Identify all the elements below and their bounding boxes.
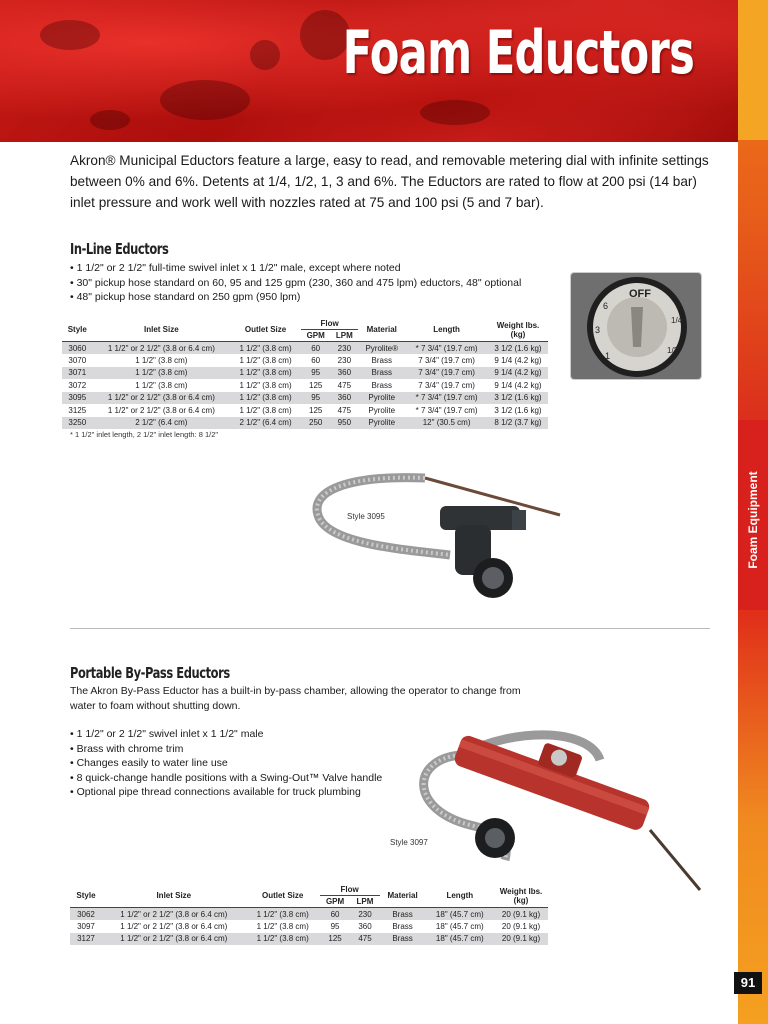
table-cell: * 7 3/4" (19.7 cm) <box>405 404 488 417</box>
list-item: • 1 1/2" or 2 1/2" full-time swivel inlet x 1 1/2" male, except where noted <box>70 261 521 276</box>
table-header: Material <box>358 318 405 342</box>
table-cell: 3060 <box>62 342 93 355</box>
table-cell: 1 1/2" (3.8 cm) <box>93 379 231 392</box>
table-header: Weight lbs. (kg) <box>494 884 548 908</box>
table-cell: 3 1/2 (1.6 kg) <box>488 404 548 417</box>
table-cell: 1 1/2" (3.8 cm) <box>230 354 301 367</box>
table-header: Style <box>62 318 93 342</box>
table-row <box>70 908 548 921</box>
inline-heading: In-Line Eductors <box>70 240 169 258</box>
table-cell: 3062 <box>70 908 102 921</box>
dial-mark: 1 <box>605 351 611 361</box>
section-tab-label: Foam Equipment <box>746 471 760 569</box>
list-item: • Brass with chrome trim <box>70 742 382 757</box>
table-cell: 2 1/2" (6.4 cm) <box>230 417 301 430</box>
inline-bullets <box>70 261 521 305</box>
dial-mark: 3 <box>595 325 601 335</box>
table-cell: 1 1/2" or 2 1/2" (3.8 or 6.4 cm) <box>102 933 246 946</box>
table-cell: 360 <box>330 367 358 380</box>
bypass-heading: Portable By-Pass Eductors <box>70 664 230 682</box>
table-cell: 1 1/2" (3.8 cm) <box>230 367 301 380</box>
table-cell: 9 1/4 (4.2 kg) <box>488 367 548 380</box>
bypass-paragraph: The Akron By-Pass Eductor has a built-in by-pass chamber, allowing the operator to change from water to foam without shutting down. <box>70 685 521 712</box>
table-header: Outlet Size <box>246 884 320 908</box>
table-cell: Brass <box>380 933 426 946</box>
table-cell: 360 <box>350 920 379 933</box>
bypass-spec-table <box>70 884 548 945</box>
table-cell: 475 <box>350 933 379 946</box>
table-cell: 2 1/2" (6.4 cm) <box>93 417 231 430</box>
table-cell: 1 1/2" (3.8 cm) <box>230 392 301 405</box>
table-cell: 1 1/2" (3.8 cm) <box>230 379 301 392</box>
table-cell: 18" (45.7 cm) <box>426 920 494 933</box>
table-cell: 9 1/4 (4.2 kg) <box>488 354 548 367</box>
table-header: GPM <box>320 896 351 908</box>
table-cell: 18" (45.7 cm) <box>426 908 494 921</box>
table-cell: 250 <box>301 417 330 430</box>
table-cell: Pyrolite <box>358 404 405 417</box>
table-cell: 7 3/4" (19.7 cm) <box>405 367 488 380</box>
table-header: Inlet Size <box>102 884 246 908</box>
list-item: • 48" pickup hose standard on 250 gpm (950 lpm) <box>70 290 521 305</box>
page-number: 91 <box>734 972 762 994</box>
inline-eductor-image <box>290 470 570 600</box>
table-cell: 3070 <box>62 354 93 367</box>
table-cell: 9 1/4 (4.2 kg) <box>488 379 548 392</box>
table-header: Style <box>70 884 102 908</box>
table-cell: 3 1/2 (1.6 kg) <box>488 342 548 355</box>
table-footnote: * 1 1/2" inlet length, 2 1/2" inlet length: 8 1/2" <box>70 430 219 439</box>
table-cell: 20 (9.1 kg) <box>494 920 548 933</box>
table-row <box>62 404 548 417</box>
table-cell: 1 1/2" (3.8 cm) <box>93 354 231 367</box>
table-cell: Brass <box>380 908 426 921</box>
list-item: • 1 1/2" or 2 1/2" swivel inlet x 1 1/2" male <box>70 727 382 742</box>
table-row <box>62 354 548 367</box>
table-cell: 1 1/2" (3.8 cm) <box>246 920 320 933</box>
dial-mark: 1/2 <box>667 346 679 355</box>
table-cell: 60 <box>301 354 330 367</box>
table-cell: 3127 <box>70 933 102 946</box>
table-header: Inlet Size <box>93 318 231 342</box>
table-cell: 1 1/2" (3.8 cm) <box>246 908 320 921</box>
table-header: Flow <box>320 884 380 896</box>
table-cell: 1 1/2" or 2 1/2" (3.8 or 6.4 cm) <box>93 392 231 405</box>
table-cell: 230 <box>330 354 358 367</box>
table-cell: 1 1/2" (3.8 cm) <box>230 342 301 355</box>
table-row <box>62 367 548 380</box>
table-cell: 3071 <box>62 367 93 380</box>
table-cell: 7 3/4" (19.7 cm) <box>405 379 488 392</box>
table-cell: 360 <box>330 392 358 405</box>
table-cell: 475 <box>330 379 358 392</box>
table-cell: Pyrolite® <box>358 342 405 355</box>
header-banner <box>0 0 738 142</box>
table-cell: 3095 <box>62 392 93 405</box>
table-cell: 18" (45.7 cm) <box>426 933 494 946</box>
table-cell: 1 1/2" (3.8 cm) <box>246 933 320 946</box>
table-cell: 95 <box>301 392 330 405</box>
table-cell: 3072 <box>62 379 93 392</box>
table-cell: 230 <box>330 342 358 355</box>
table-header: Weight lbs. (kg) <box>488 318 548 342</box>
table-cell: 1 1/2" (3.8 cm) <box>93 367 231 380</box>
table-cell: 1 1/2" (3.8 cm) <box>230 404 301 417</box>
table-cell: 95 <box>320 920 351 933</box>
dial-mark: 1/4 <box>671 316 683 325</box>
table-cell: 3250 <box>62 417 93 430</box>
metering-dial-icon <box>571 273 702 380</box>
table-cell: * 7 3/4" (19.7 cm) <box>405 392 488 405</box>
table-cell: 125 <box>301 404 330 417</box>
table-cell: Brass <box>358 367 405 380</box>
bypass-eductor-image <box>400 720 720 900</box>
bypass-caption: Style 3097 <box>390 838 428 847</box>
table-cell: Brass <box>358 379 405 392</box>
table-cell: 125 <box>320 933 351 946</box>
table-cell: 12" (30.5 cm) <box>405 417 488 430</box>
table-cell: Brass <box>358 354 405 367</box>
table-cell: 3 1/2 (1.6 kg) <box>488 392 548 405</box>
table-cell: 1 1/2" or 2 1/2" (3.8 or 6.4 cm) <box>102 908 246 921</box>
table-header: LPM <box>350 896 379 908</box>
table-cell: 20 (9.1 kg) <box>494 933 548 946</box>
table-cell: 7 3/4" (19.7 cm) <box>405 354 488 367</box>
table-cell: 125 <box>301 379 330 392</box>
table-row <box>62 379 548 392</box>
table-header: Material <box>380 884 426 908</box>
table-cell: 20 (9.1 kg) <box>494 908 548 921</box>
dial-mark: 6 <box>603 301 609 311</box>
section-tab <box>739 460 767 580</box>
table-cell: Pyrolite <box>358 417 405 430</box>
table-cell: * 7 3/4" (19.7 cm) <box>405 342 488 355</box>
table-header: GPM <box>301 330 330 342</box>
table-cell: 1 1/2" or 2 1/2" (3.8 or 6.4 cm) <box>93 404 231 417</box>
table-row <box>62 342 548 355</box>
table-cell: 950 <box>330 417 358 430</box>
list-item: • 8 quick-change handle positions with a Swing-Out™ Valve handle <box>70 771 382 786</box>
table-cell: 1 1/2" or 2 1/2" (3.8 or 6.4 cm) <box>102 920 246 933</box>
inline-spec-table <box>62 318 548 429</box>
table-header: LPM <box>330 330 358 342</box>
table-cell: 8 1/2 (3.7 kg) <box>488 417 548 430</box>
table-header: Outlet Size <box>230 318 301 342</box>
list-item: • 30" pickup hose standard on 60, 95 and 125 gpm (230, 360 and 475 lpm) eductors, 48" optional <box>70 276 521 291</box>
table-header: Length <box>405 318 488 342</box>
table-header: Length <box>426 884 494 908</box>
list-item: • Changes easily to water line use <box>70 756 382 771</box>
table-cell: 230 <box>350 908 379 921</box>
intro-paragraph: Akron® Municipal Eductors feature a large, easy to read, and removable metering dial with infinite settings between 0% and 6%. Detents at 1/4, 1/2, 1, 3 and 6%. The Eductors are rated to flow at 200 psi (14 bar) inlet pressure and work well with nozzles rated at 75 and 100 psi (5 and 7 bar). <box>70 153 709 210</box>
table-cell: 95 <box>301 367 330 380</box>
table-row <box>70 920 548 933</box>
list-item: • Optional pipe thread connections available for truck plumbing <box>70 785 382 800</box>
bypass-bullets <box>70 727 382 800</box>
table-cell: 475 <box>330 404 358 417</box>
section-divider <box>70 628 710 629</box>
table-cell: Pyrolite <box>358 392 405 405</box>
table-row <box>70 933 548 946</box>
dial-off-label: OFF <box>629 288 651 300</box>
table-row <box>62 417 548 430</box>
table-cell: 60 <box>320 908 351 921</box>
metering-dial-image <box>570 272 702 380</box>
table-cell: 60 <box>301 342 330 355</box>
page-title: Foam Eductors <box>342 18 694 88</box>
table-cell: 3097 <box>70 920 102 933</box>
table-cell: 3125 <box>62 404 93 417</box>
table-cell: Brass <box>380 920 426 933</box>
table-header: Flow <box>301 318 358 330</box>
inline-caption: Style 3095 <box>347 512 385 521</box>
table-cell: 1 1/2" or 2 1/2" (3.8 or 6.4 cm) <box>93 342 231 355</box>
table-row <box>62 392 548 405</box>
